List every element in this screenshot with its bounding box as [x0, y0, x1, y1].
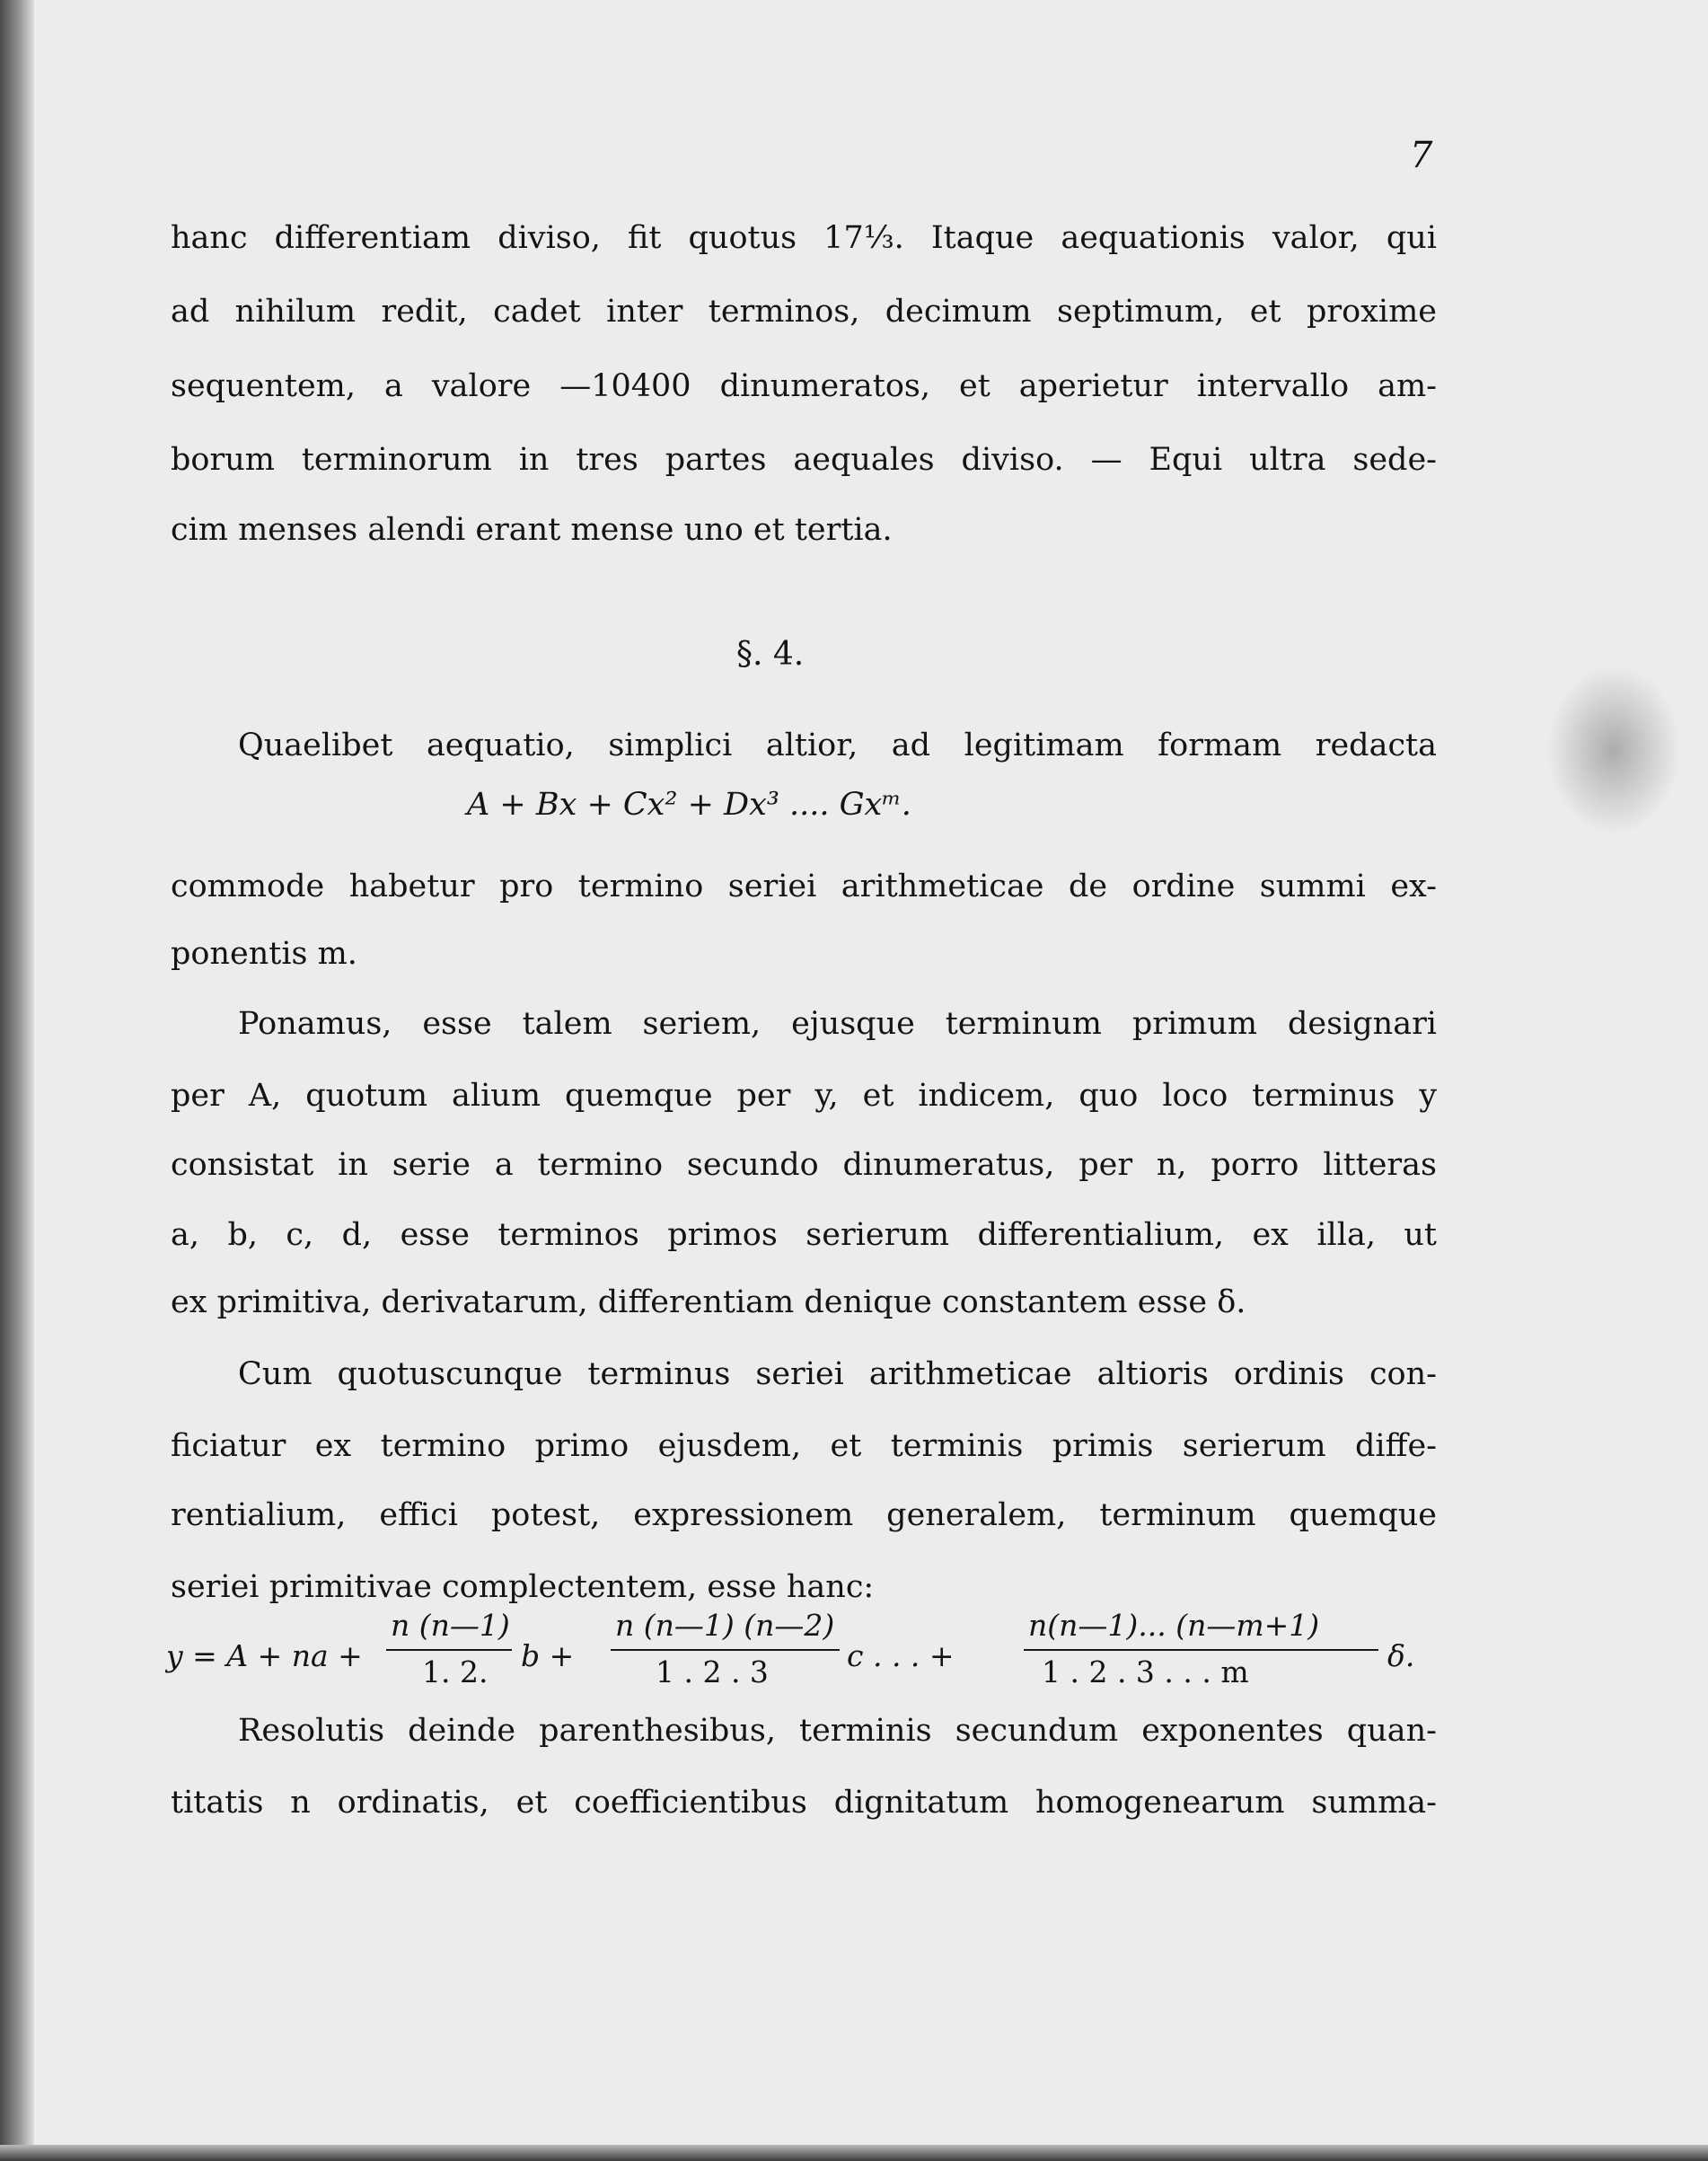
fraction-numerator: n(n—1)... (n—m+1): [1028, 1608, 1320, 1643]
fraction-denominator: 1 . 2 . 3 . . . m: [1042, 1654, 1249, 1689]
fraction-numerator: n (n—1): [391, 1608, 510, 1643]
text-line: titatis n ordinatis, et coefficientibus dignitatum homogenearum summa-: [171, 1785, 1437, 1821]
text-line: ponentis m.: [171, 936, 357, 972]
page-number: 7: [1410, 135, 1433, 176]
text-line: ficiatur ex termino primo ejusdem, et terminis primis serierum diffe-: [171, 1428, 1437, 1464]
page-bottom-edge: [0, 2145, 1708, 2161]
text-line: ex primitiva, derivatarum, differentiam denique constantem esse δ.: [171, 1284, 1246, 1320]
text-line: seriei primitivae complectentem, esse hanc:: [171, 1569, 875, 1605]
text-line: rentialium, effici potest, expressionem generalem, terminum quemque: [171, 1497, 1437, 1533]
formula-lhs: y = A + na +: [166, 1638, 363, 1673]
text-line: Resolutis deinde parenthesibus, terminis secundum exponentes quan-: [238, 1713, 1437, 1749]
text-line: commode habetur pro termino seriei arithmeticae de ordine summi ex-: [171, 869, 1437, 904]
fraction-bar: [1024, 1649, 1378, 1651]
fraction-numerator: n (n—1) (n—2): [615, 1608, 835, 1643]
fraction-denominator: 1 . 2 . 3: [656, 1654, 769, 1689]
section-heading: §. 4.: [736, 636, 805, 673]
series-formula: [166, 1608, 1441, 1689]
fraction-bar: [611, 1649, 840, 1651]
ink-smudge: [1546, 665, 1681, 835]
fraction-denominator: 1. 2.: [422, 1654, 489, 1689]
general-equation: A + Bx + Cx² + Dx³ .... Gxᵐ.: [467, 787, 911, 823]
text-line: per A, quotum alium quemque per y, et indicem, quo loco terminus y: [171, 1078, 1437, 1114]
text-line: Cum quotuscunque terminus seriei arithmeticae altioris ordinis con-: [238, 1356, 1437, 1392]
text-line: consistat in serie a termino secundo dinumeratus, per n, porro litteras: [171, 1147, 1437, 1183]
formula-term: b +: [521, 1638, 575, 1673]
text-line: hanc differentiam diviso, fit quotus 17⅓. Itaque aequationis valor, qui: [171, 220, 1437, 256]
text-line: Ponamus, esse talem seriem, ejusque terminum primum designari: [238, 1006, 1437, 1042]
page-edge-shadow: [0, 0, 34, 2161]
formula-term: δ.: [1387, 1638, 1415, 1673]
text-line: borum terminorum in tres partes aequales diviso. — Equi ultra sede-: [171, 442, 1437, 478]
text-line: ad nihilum redit, cadet inter terminos, decimum septimum, et proxime: [171, 294, 1437, 330]
formula-term: c . . . +: [847, 1638, 955, 1673]
text-line: cim menses alendi erant mense uno et tertia.: [171, 512, 893, 548]
text-line: Quaelibet aequatio, simplici altior, ad legitimam formam redacta: [238, 728, 1437, 763]
text-line: a, b, c, d, esse terminos primos serierum differentialium, ex illa, ut: [171, 1217, 1437, 1253]
text-line: sequentem, a valore —10400 dinumeratos, et aperietur intervallo am-: [171, 368, 1437, 404]
fraction-bar: [386, 1649, 512, 1651]
